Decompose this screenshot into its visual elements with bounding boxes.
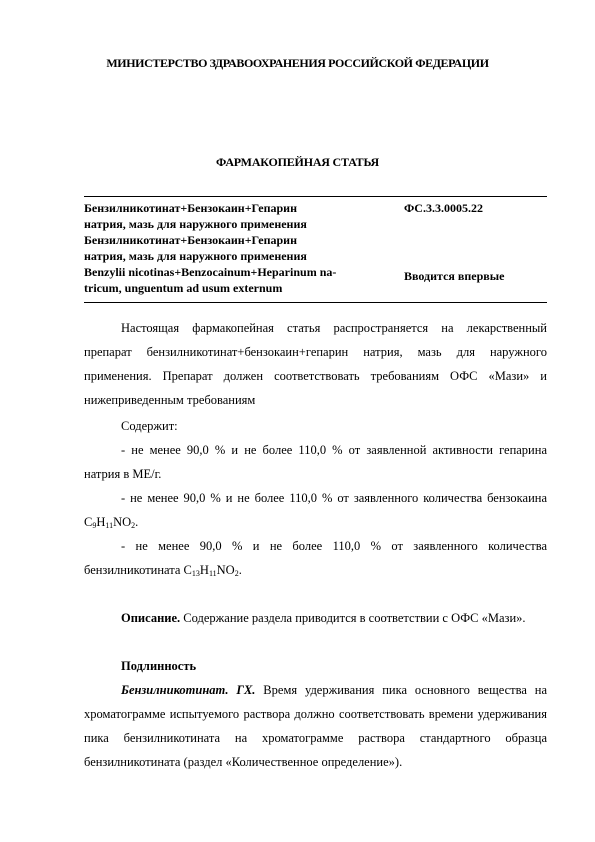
name-line: Бензилникотинат+Бензокаин+Гепарин <box>84 201 297 215</box>
name-line: Бензилникотинат+Бензокаин+Гепарин <box>84 233 297 247</box>
description-text: Содержание раздела приводится в соответствии с ОФС «Мази». <box>180 611 526 625</box>
monograph-status: Вводится впервые <box>404 269 505 283</box>
content-item-heparin: - не менее 90,0 % и не более 110,0 % от заявленной активности гепарина натрия в МЕ/г. <box>84 443 547 481</box>
name-line: натрия, мазь для наружного применения <box>84 249 307 263</box>
monograph-code: ФС.3.3.0005.22 <box>404 201 483 215</box>
identity-heading: Подлинность <box>121 659 197 673</box>
identity-label: Бензилникотинат. ГХ. <box>121 683 256 697</box>
identity-text: Время удерживания пика основного вещества на хроматограмме испытуемого раствора должно соответствовать времени удерживания пика бензилникотината на хроматограмме раствора стандартного образца бензилникотината (раздел «Количественное определение»). <box>84 683 547 769</box>
contains-label: Содержит: <box>121 419 178 433</box>
description-paragraph <box>84 606 547 630</box>
name-line: натрия, мазь для наружного применения <box>84 217 307 231</box>
document-title: ФАРМАКОПЕЙНАЯ СТАТЬЯ <box>215 155 380 169</box>
ministry-header: МИНИСТЕРСТВО ЗДРАВООХРАНЕНИЯ РОССИЙСКОЙ ФЕДЕРАЦИИ <box>106 56 489 70</box>
monograph-name-ru-1 <box>84 200 384 296</box>
identity-paragraph <box>84 678 547 774</box>
name-line-latin: Benzylii nicotinas+Benzocainum+Heparinum na- <box>84 265 337 279</box>
header-bottom-rule <box>84 302 547 303</box>
content-item-benzocaine: - не менее 90,0 % и не более 110,0 % от заявленного количества бензокаина $C_9H_{11}NO_2$. <box>84 491 547 530</box>
header-top-rule <box>84 196 547 197</box>
content-item-benzylnicotinate: - не менее 90,0 % и не более 110,0 % от заявленного количества бензилникотината $C_{13}H_{11}NO_2$. <box>84 539 547 578</box>
name-line-latin: tricum, unguentum ad usum externum <box>84 281 283 295</box>
description-label: Описание. <box>121 611 181 625</box>
intro-paragraph: Настоящая фармакопейная статья распространяется на лекарственный препарат бензилникотинат+бензокаин+гепарин натрия, мазь для наружного применения. Препарат должен соответствовать требованиям ОФС «Мази» и нижеприведенным требованиям <box>84 321 547 407</box>
